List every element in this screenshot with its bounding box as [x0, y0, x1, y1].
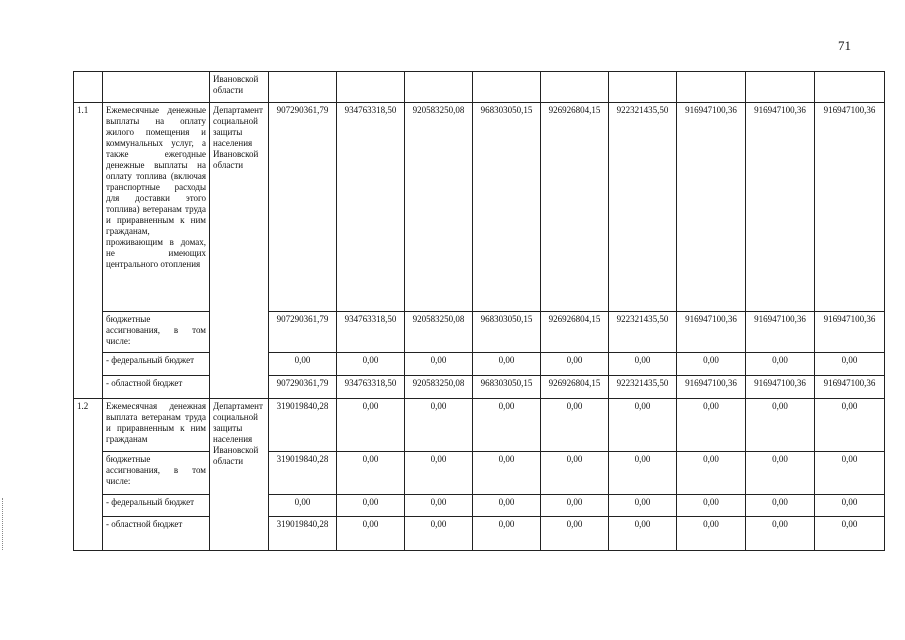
value-cell: 319019840,28: [269, 452, 337, 495]
value-cell: 0,00: [609, 452, 677, 495]
value-cell: 907290361,79: [269, 312, 337, 353]
value-cell: 934763318,50: [337, 103, 405, 312]
value-cell: 0,00: [746, 517, 815, 551]
value-cell: 0,00: [677, 399, 746, 452]
value-cell: 0,00: [405, 353, 473, 376]
value-cell: 916947100,36: [677, 312, 746, 353]
value-cell: 0,00: [609, 399, 677, 452]
row-label: - федеральный бюджет: [103, 353, 210, 376]
value-cell: 0,00: [473, 452, 541, 495]
value-cell: 922321435,50: [609, 103, 677, 312]
table-row: [74, 452, 885, 495]
value-cell: 968303050,15: [473, 103, 541, 312]
value-cell: 0,00: [746, 399, 815, 452]
value-cell: 916947100,36: [746, 312, 815, 353]
value-cell: 0,00: [337, 517, 405, 551]
table-row: [74, 376, 885, 399]
value-cell: 0,00: [269, 495, 337, 517]
value-cell: 0,00: [541, 495, 609, 517]
page-number: 71: [838, 38, 851, 53]
value-cell: 0,00: [541, 517, 609, 551]
section-index: 1.2: [74, 399, 103, 551]
row-label: - федеральный бюджет: [103, 495, 210, 517]
title-cell: [103, 72, 210, 103]
value-cell: 0,00: [815, 399, 885, 452]
value-cell: 0,00: [746, 495, 815, 517]
value-cell: 934763318,50: [337, 312, 405, 353]
value-cell: 0,00: [269, 353, 337, 376]
value-cell: 0,00: [815, 495, 885, 517]
value-cell: 0,00: [677, 452, 746, 495]
value-cell: 0,00: [541, 399, 609, 452]
index-cell: [74, 72, 103, 103]
value-cell: 0,00: [815, 517, 885, 551]
value-cell: 0,00: [405, 399, 473, 452]
table-row: [74, 495, 885, 517]
value-cell: 0,00: [677, 495, 746, 517]
value-cell: 0,00: [337, 495, 405, 517]
value-cell: 0,00: [609, 517, 677, 551]
section-department: Департамент социальной защиты населения Ивановской области: [210, 399, 269, 551]
value-cell: 920583250,08: [405, 312, 473, 353]
value-cell: 922321435,50: [609, 312, 677, 353]
value-cell: 0,00: [815, 353, 885, 376]
margin-mark: [2, 498, 7, 550]
value-cell: 0,00: [473, 517, 541, 551]
value-cell: 0,00: [609, 495, 677, 517]
value-cell: 916947100,36: [746, 376, 815, 399]
department-cell: Ивановской области: [210, 72, 269, 103]
value-cell: 916947100,36: [746, 103, 815, 312]
value-cell: 0,00: [815, 452, 885, 495]
value-cell: 916947100,36: [677, 376, 746, 399]
table-row: [74, 399, 885, 452]
value-cell: 319019840,28: [269, 517, 337, 551]
value-cell: 0,00: [609, 353, 677, 376]
value-cell: 0,00: [677, 353, 746, 376]
value-cell: 926926804,15: [541, 103, 609, 312]
value-cell: 934763318,50: [337, 376, 405, 399]
value-cell: 920583250,08: [405, 103, 473, 312]
value-cell: 916947100,36: [677, 103, 746, 312]
value-cell: 0,00: [746, 353, 815, 376]
value-cell: 922321435,50: [609, 376, 677, 399]
value-cell: 319019840,28: [269, 399, 337, 452]
section-title: Ежемесячная денежная выплата ветеранам труда и приравненным к ним гражданам: [103, 399, 210, 452]
budget-table: [73, 71, 885, 551]
row-label: - областной бюджет: [103, 376, 210, 399]
value-cell: 916947100,36: [815, 376, 885, 399]
row-label: бюджетные ассигнования, в том числе:: [103, 312, 210, 353]
table-row: [74, 72, 885, 103]
value-cell: 0,00: [677, 517, 746, 551]
section-index: 1.1: [74, 103, 103, 399]
value-cell: 920583250,08: [405, 376, 473, 399]
section-title: Ежемесячные денежные выплаты на оплату жилого помещения и коммунальных услуг, а также ежегодные денежные выплаты на оплату топлива (включая транспортные расходы для доставки этого топлива) ветеранам труда и приравненным к ним гражданам, проживающим в домах, не имеющих центрального отопления: [103, 103, 210, 312]
value-cell: 0,00: [337, 452, 405, 495]
table-row: [74, 517, 885, 551]
value-cell: 926926804,15: [541, 312, 609, 353]
value-cell: 968303050,15: [473, 312, 541, 353]
value-cell: 907290361,79: [269, 376, 337, 399]
value-cell: 0,00: [405, 495, 473, 517]
value-cell: 0,00: [541, 353, 609, 376]
value-cell: 0,00: [746, 452, 815, 495]
value-cell: 907290361,79: [269, 103, 337, 312]
value-cell: 0,00: [337, 399, 405, 452]
value-cell: 0,00: [473, 399, 541, 452]
value-cell: 0,00: [473, 495, 541, 517]
table-row: [74, 353, 885, 376]
value-cell: 916947100,36: [815, 312, 885, 353]
value-cell: 0,00: [337, 353, 405, 376]
table-row: [74, 312, 885, 353]
row-label: бюджетные ассигнования, в том числе:: [103, 452, 210, 495]
section-department: Департамент социальной защиты населения Ивановской области: [210, 103, 269, 399]
table-row: [74, 103, 885, 312]
value-cell: 916947100,36: [815, 103, 885, 312]
value-cell: 926926804,15: [541, 376, 609, 399]
value-cell: 0,00: [473, 353, 541, 376]
value-cell: 968303050,15: [473, 376, 541, 399]
value-cell: 0,00: [405, 452, 473, 495]
value-cell: 0,00: [541, 452, 609, 495]
value-cell: 0,00: [405, 517, 473, 551]
row-label: - областной бюджет: [103, 517, 210, 551]
